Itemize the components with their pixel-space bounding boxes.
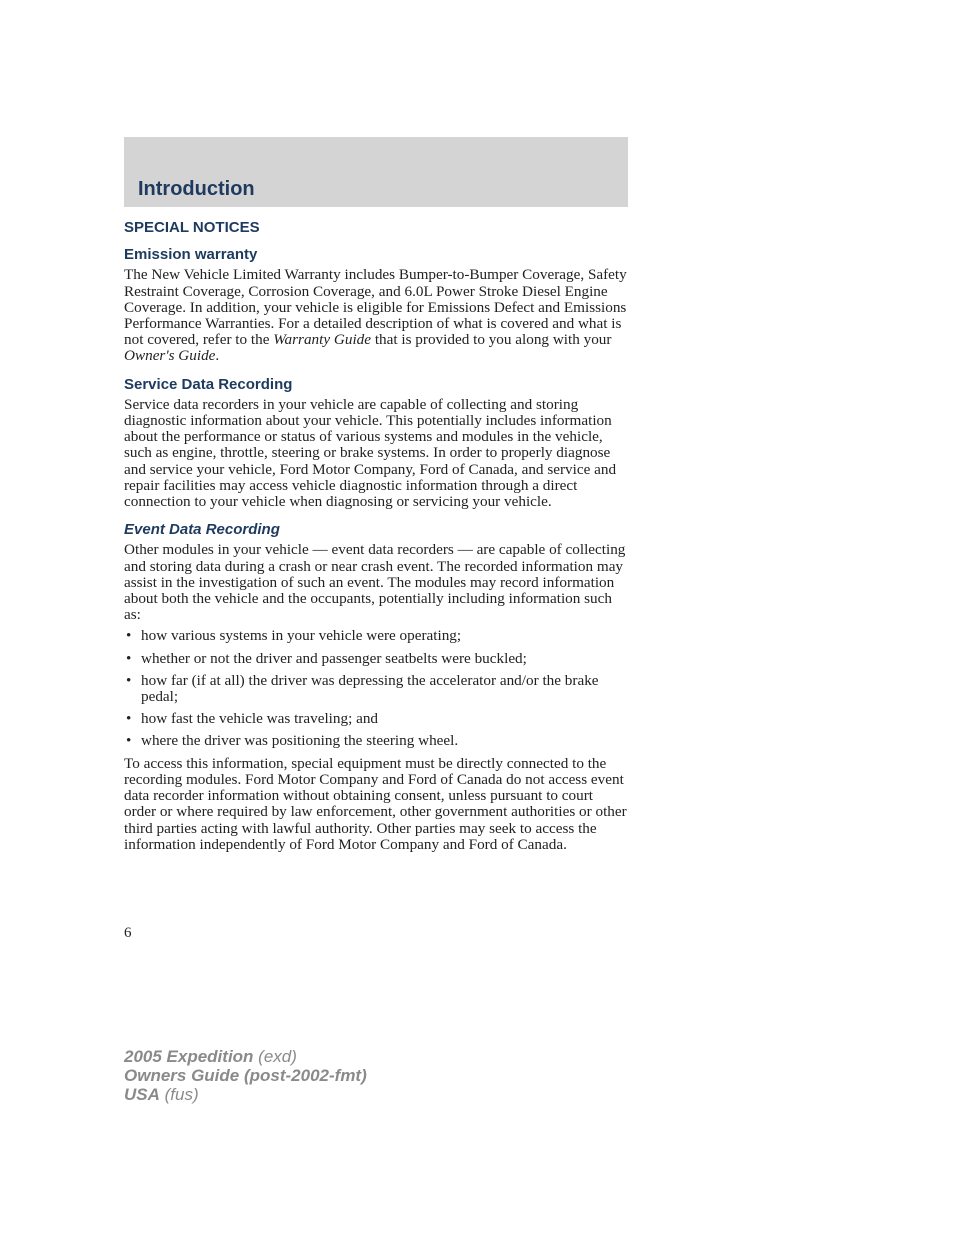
emission-text-3: . [215,347,220,365]
emission-text-1: The New Vehicle Limited Warranty includes Bumper-to-Bumper Coverage, Safety Restraint Coverage, Corrosion Coverage, and 6.0L Power Stroke Diesel Engine Coverage. In addition, your vehicle is eligible for Emissions Defect and Emissions Performance Warranties. For a detailed description of what is covered and what is not covered, refer to the [124,266,627,349]
page-number: 6 [124,925,132,941]
section-title: SPECIAL NOTICES [124,219,260,236]
bullet-icon: • [126,710,132,728]
list-item: • how various systems in your vehicle were operating; [126,627,462,645]
list-item: • whether or not the driver and passenger seatbelts were buckled; [126,649,527,667]
bullet-icon: • [126,649,132,667]
emission-warranty-heading: Emission warranty [124,246,258,264]
chapter-title: Introduction [138,178,255,200]
bullet-icon: • [126,671,132,689]
list-item: • how far (if at all) the driver was depressing the accelerator and/or the brake pedal; [126,671,599,706]
service-data-heading: Service Data Recording [124,375,293,393]
event-data-closing: To access this information, special equipment must be directly connected to the recording modules. Ford Motor Company and Ford of Canada do not access event data recorder information without obtaining consent, unless pursuant to court order or where required by law enforcement, other government authorities or other third parties acting with lawful authority. Other parties may seek to access the information independently of Ford Motor Company and Ford of Canada. [124,754,627,853]
bullet-icon: • [126,732,132,750]
event-data-list [124,628,628,749]
bullet-icon: • [126,627,132,645]
event-data-heading: Event Data Recording [124,521,280,539]
service-data-paragraph: Service data recorders in your vehicle are capable of collecting and storing diagnostic information about your vehicle. This potentially includes information about the performance or status of various systems and modules in the vehicle, such as engine, throttle, steering or brake systems. In order to properly diagnose and service your vehicle, Ford Motor Company, Ford of Canada, and service and repair facilities may access vehicle diagnostic information through a direct connection to your vehicle when diagnosing or servicing your vehicle. [124,395,617,511]
emission-text-2: that is provided to you along with your [374,331,612,349]
owners-guide-title: Owner's Guide [124,347,216,365]
warranty-guide-title: Warranty Guide [273,331,372,349]
list-item: • where the driver was positioning the steering wheel. [126,732,459,750]
document-footer [124,1047,367,1104]
event-data-intro: Other modules in your vehicle — event data recorders — are capable of collecting and storing data during a crash or near crash event. The recorded information may assist in the investigation of such an event. The modules may record information about both the vehicle and the occupants, potentially including information such as: [124,541,626,624]
footer-line-3: USA (fus) [124,1085,199,1104]
page-content [124,220,628,853]
footer-line-2: Owners Guide (post-2002-fmt) [124,1066,367,1085]
list-item: • how fast the vehicle was traveling; and [126,710,379,728]
section-header-band [124,137,628,207]
footer-line-1: 2005 Expedition (exd) [124,1047,297,1066]
emission-warranty-paragraph [124,267,628,364]
